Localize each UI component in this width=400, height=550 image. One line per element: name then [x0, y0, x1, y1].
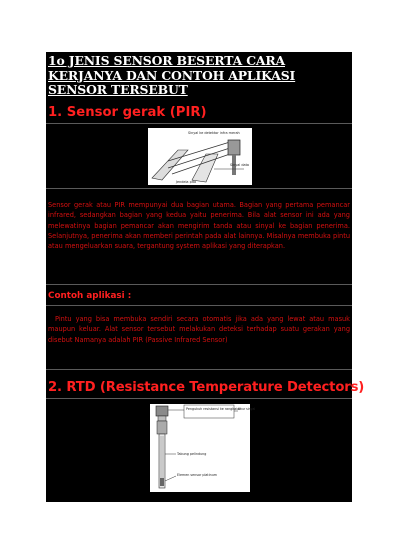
divider [46, 398, 352, 399]
divider [46, 284, 352, 285]
divider [46, 188, 352, 189]
divider [46, 369, 352, 370]
divider [46, 305, 352, 306]
rtd-figure-label-middle: Tabung pelindung [177, 452, 207, 456]
section-heading-rtd: 2. RTD (Resistance Temperature Detectors) [48, 380, 365, 395]
document-page [46, 52, 365, 502]
pir-figure-label-right: Sinyal data [230, 163, 249, 167]
pir-diagram-icon [148, 128, 252, 185]
pir-description: Sensor gerak atau PIR mempunyai dua bagian utama. Bagian yang pertama pemancar infrared, sedangkan bagian yang kedua yaitu penerima. Bila alat sensor ini ada yang melewatinya bagian pemancar akan mengirim tanda atau sinyal ke bagian penerima. Selanjutnya, penerima akan memberi perintah pada alat lainnya. Misalnya membuka pintu atau mengeluarkan suara, tergantung system aplikasi yang diterapkan. [48, 201, 350, 251]
document-title: 1o JENIS SENSOR BESERTA CARA KERJANYA DAN CONTOH APLIKASI SENSOR TERSEBUT [48, 53, 296, 97]
rtd-sensor-figure [150, 404, 256, 492]
section-heading-pir: 1. Sensor gerak (PIR) [48, 105, 207, 120]
divider [46, 123, 352, 124]
rtd-diagram-icon [150, 404, 256, 492]
pir-sensor-figure [148, 128, 252, 185]
example-heading: Contoh aplikasi : [48, 291, 132, 301]
rtd-figure-label-right: Ukur sinyal [238, 407, 256, 411]
pir-figure-label-top: Sinyal ke detektor infra merah [188, 131, 240, 135]
document-title-block [46, 52, 352, 100]
rtd-figure-label-bottom: Elemen sensor platinum [177, 473, 218, 477]
pir-figure-label-bottom: Jendela pita [176, 180, 197, 184]
rtd-figure-label-box: Pengukuh resistansi ke rangkaian [186, 407, 242, 411]
example-text: Pintu yang bisa membuka sendiri secara otomatis jika ada yang lewat atau masuk maupun keluar. Alat sensor tersebut melakukan deteksi terhadap suatu gerakan yang disebut Namanya adalah PIR (Passive Infrared Sensor) [48, 315, 350, 344]
